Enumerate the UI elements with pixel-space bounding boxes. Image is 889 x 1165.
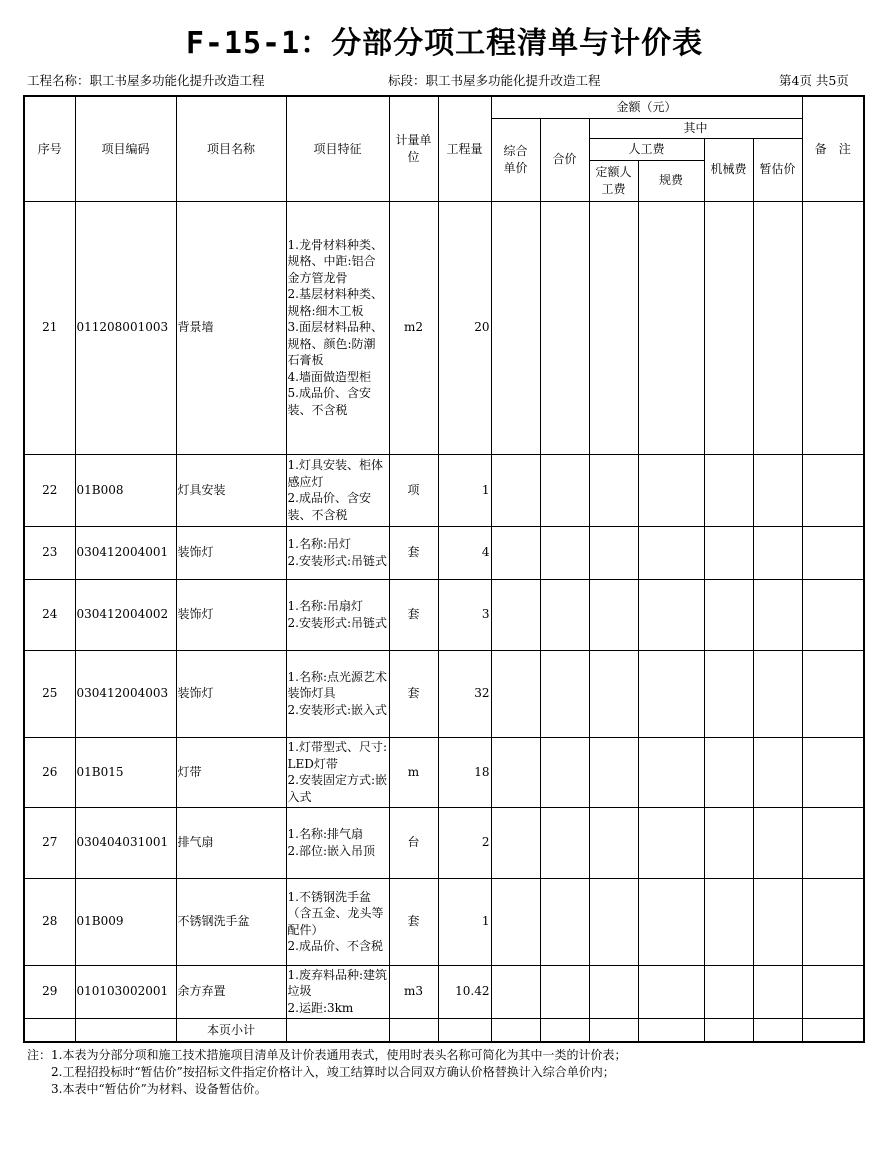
cell-code: 030412004003 (75, 650, 176, 737)
cell-code: 01B015 (75, 737, 176, 807)
header-labor: 人工费 (589, 138, 704, 160)
cell-name: 排气扇 (176, 807, 286, 878)
cell-code: 01B008 (75, 454, 176, 526)
cell-feature: 1.不锈钢洗手盆（含五金、龙头等配件） 2.成品价、不含税 (286, 878, 389, 965)
cell-seq: 29 (24, 965, 75, 1018)
cell-unit: 项 (389, 454, 438, 526)
cell-seq: 22 (24, 454, 75, 526)
cell-feature: 1.废弃料品种:建筑垃圾 2.运距:3km (286, 965, 389, 1018)
cell-feature: 1.灯带型式、尺寸:LED灯带 2.安装固定方式:嵌入式 (286, 737, 389, 807)
cell-seq: 26 (24, 737, 75, 807)
cell-feature: 1.名称:吊灯 2.安装形式:吊链式 (286, 526, 389, 579)
cell-qty: 10.42 (438, 965, 491, 1018)
header-machine: 机械费 (704, 138, 753, 201)
cell-unit: 套 (389, 579, 438, 650)
header-fee: 规费 (638, 160, 704, 201)
cell-feature: 1.名称:点光源艺术装饰灯具 2.安装形式:嵌入式 (286, 650, 389, 737)
header-of-which: 其中 (589, 118, 802, 138)
cell-name: 装饰灯 (176, 650, 286, 737)
header-name: 项目名称 (176, 96, 286, 201)
table-row (24, 737, 864, 807)
cell-unit: 台 (389, 807, 438, 878)
note-2: 2.工程招投标时“暂估价”按招标文件指定价格计入，竣工结算时以合同双方确认价格替换计入综合单价内； (27, 1065, 615, 1079)
cell-qty: 18 (438, 737, 491, 807)
cell-qty: 32 (438, 650, 491, 737)
table-row (24, 201, 864, 454)
header-remark: 备 注 (802, 96, 864, 201)
cell-name: 不锈钢洗手盆 (176, 878, 286, 965)
section-label: 标段：职工书屋多功能化提升改造工程 (388, 73, 601, 88)
cell-seq: 25 (24, 650, 75, 737)
cell-code: 011208001003 (75, 201, 176, 454)
cell-seq: 27 (24, 807, 75, 878)
header-code: 项目编码 (75, 96, 176, 201)
cell-code: 030412004001 (75, 526, 176, 579)
cell-qty: 3 (438, 579, 491, 650)
cell-code: 010103002001 (75, 965, 176, 1018)
table-row (24, 650, 864, 737)
cell-name: 装饰灯 (176, 526, 286, 579)
table-row (24, 878, 864, 965)
table-row (24, 526, 864, 579)
table-row (24, 579, 864, 650)
subtotal-row (24, 1018, 864, 1042)
table-row (24, 807, 864, 878)
cell-unit: 套 (389, 650, 438, 737)
note-3: 3.本表中“暂估价”为材料、设备暂估价。 (27, 1082, 267, 1096)
cell-seq: 24 (24, 579, 75, 650)
cell-code: 030404031001 (75, 807, 176, 878)
header-quota-labor: 定额人工费 (589, 160, 638, 201)
cell-feature: 1.龙骨材料种类、规格、中距:铝合金方管龙骨 2.基层材料种类、规格:细木工板 3.面层材料品种、规格、颜色:防潮石膏板 4.墙面做造型柜 5.成品价、含安装、不含税 (286, 201, 389, 454)
notes (27, 1047, 626, 1098)
header-seq: 序号 (24, 96, 75, 201)
cell-qty: 1 (438, 878, 491, 965)
cell-seq: 28 (24, 878, 75, 965)
header-amount: 金额（元） (491, 96, 802, 118)
cell-feature: 1.名称:吊扇灯 2.安装形式:吊链式 (286, 579, 389, 650)
header-total: 合价 (540, 118, 589, 201)
pricing-table (23, 95, 865, 1043)
cell-name: 余方弃置 (176, 965, 286, 1018)
cell-seq: 23 (24, 526, 75, 579)
header-unit-price: 综合单价 (491, 118, 540, 201)
header-provisional: 暂估价 (753, 138, 802, 201)
subtotal-label: 本页小计 (176, 1018, 286, 1042)
cell-name: 背景墙 (176, 201, 286, 454)
table-row (24, 454, 864, 526)
cell-unit: m2 (389, 201, 438, 454)
cell-qty: 1 (438, 454, 491, 526)
table-row (24, 965, 864, 1018)
cell-name: 灯带 (176, 737, 286, 807)
cell-unit: 套 (389, 878, 438, 965)
header-qty: 工程量 (438, 96, 491, 201)
cell-seq: 21 (24, 201, 75, 454)
cell-name: 装饰灯 (176, 579, 286, 650)
page-title: F-15-1：分部分项工程清单与计价表 (185, 26, 704, 61)
cell-name: 灯具安装 (176, 454, 286, 526)
cell-unit: m3 (389, 965, 438, 1018)
cell-qty: 2 (438, 807, 491, 878)
project-name: 工程名称：职工书屋多功能化提升改造工程 (27, 73, 265, 88)
cell-feature: 1.灯具安装、柜体感应灯 2.成品价、含安装、不含税 (286, 454, 389, 526)
header-unit: 计量单位 (389, 96, 438, 201)
cell-feature: 1.名称:排气扇 2.部位:嵌入吊顶 (286, 807, 389, 878)
cell-unit: 套 (389, 526, 438, 579)
header-feature: 项目特征 (286, 96, 389, 201)
note-1: 注：1.本表为分部分项和施工技术措施项目清单及计价表通用表式，使用时表头名称可简化为其中一类的计价表； (27, 1048, 627, 1062)
cell-qty: 4 (438, 526, 491, 579)
cell-unit: m (389, 737, 438, 807)
cell-qty: 20 (438, 201, 491, 454)
cell-code: 030412004002 (75, 579, 176, 650)
page-number: 第4页 共5页 (779, 73, 849, 88)
cell-code: 01B009 (75, 878, 176, 965)
